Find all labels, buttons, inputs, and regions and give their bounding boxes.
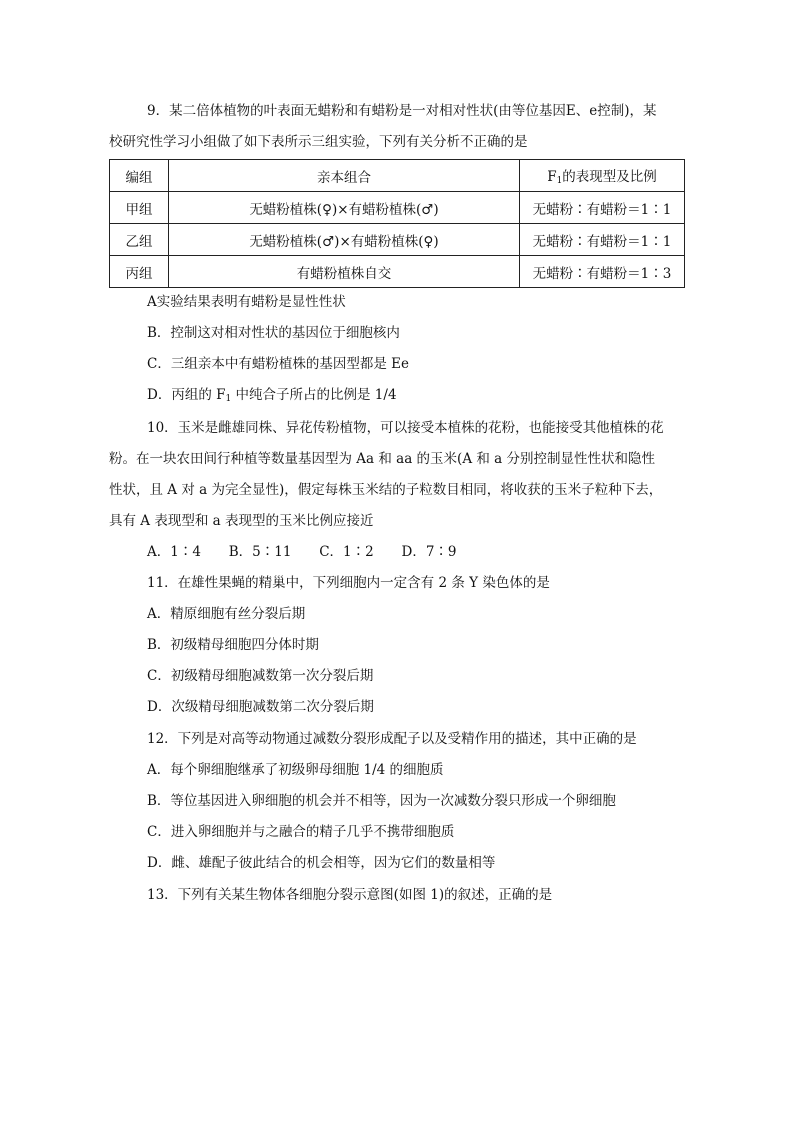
table-cell: 有蜡粉植株自交	[169, 256, 520, 288]
q13-stem: 13．下列有关某生物体各细胞分裂示意图(如图 1)的叙述，正确的是	[147, 887, 553, 903]
q11-stem: 11．在雄性果蝇的精巢中，下列细胞内一定含有 2 条 Y 染色体的是	[147, 575, 550, 591]
q11-option-b: B．初级精母细胞四分体时期	[147, 637, 319, 653]
table-cell: 无蜡粉∶有蜡粉＝1∶1	[520, 224, 685, 256]
q10-stem-line1: 10．玉米是雌雄同株、异花传粉植物，可以接受本植株的花粉，也能接受其他植株的花	[147, 420, 664, 436]
q12-stem: 12．下列是对高等动物通过减数分裂形成配子以及受精作用的描述，其中正确的是	[147, 731, 637, 747]
q9-option-d-sub: 1	[225, 394, 232, 404]
table-cell: 甲组	[110, 192, 169, 224]
table-row	[110, 256, 685, 288]
q9-option-c: C．三组亲本中有蜡粉植株的基因型都是 Ee	[147, 356, 409, 372]
q9-option-a: A实验结果表明有蜡粉是显性性状	[147, 294, 346, 310]
table-header-cell	[520, 160, 685, 192]
header-subscript: 1	[556, 176, 563, 186]
q9-stem-line1: 9．某二倍体植物的叶表面无蜡粉和有蜡粉是一对相对性状(由等位基因E、e控制)，某	[147, 103, 657, 119]
table-row	[110, 224, 685, 256]
q9-option-d	[147, 385, 397, 409]
q12-option-d: D．雌、雄配子彼此结合的机会相等，因为它们的数量相等	[147, 855, 496, 871]
table-cell: 乙组	[110, 224, 169, 256]
table-header-cell: 编组	[110, 160, 169, 192]
table-cell: 无蜡粉植株(♂)×有蜡粉植株(♀)	[169, 224, 520, 256]
table-header-row	[110, 160, 685, 192]
table-cell: 丙组	[110, 256, 169, 288]
q10-options: A．1∶4 B．5∶11 C．1∶2 D．7∶9	[147, 544, 457, 560]
q12-option-b: B．等位基因进入卵细胞的机会并不相等，因为一次减数分裂只形成一个卵细胞	[147, 793, 616, 809]
table-cell: 无蜡粉∶有蜡粉＝1∶3	[520, 256, 685, 288]
header-rest: 的表现型及比例	[562, 169, 657, 185]
q11-option-d: D．次级精母细胞减数第二次分裂后期	[147, 699, 374, 715]
q9-stem-line2: 校研究性学习小组做了如下表所示三组实验，下列有关分析不正确的是	[109, 134, 528, 150]
q9-option-d-pre: D．丙组的 F	[147, 387, 226, 403]
q12-option-c: C．进入卵细胞并与之融合的精子几乎不携带细胞质	[147, 824, 455, 840]
table-cell: 无蜡粉∶有蜡粉＝1∶1	[520, 192, 685, 224]
table-row	[110, 192, 685, 224]
table-cell: 无蜡粉植株(♀)×有蜡粉植株(♂)	[169, 192, 520, 224]
q10-stem-line2: 粉。在一块农田间行种植等数量基因型为 Aa 和 aa 的玉米(A 和 a 分别控制显性性状和隐性	[109, 451, 655, 467]
q12-option-a: A．每个卵细胞继承了初级卵母细胞 1/4 的细胞质	[147, 762, 444, 778]
header-f: F	[547, 169, 557, 185]
q9-option-b: B．控制这对相对性状的基因位于细胞核内	[147, 325, 400, 341]
q10-stem-line3: 性状，且 A 对 a 为完全显性)，假定每株玉米结的子粒数目相同，将收获的玉米子粒种下去，	[109, 482, 663, 498]
q9-results-table	[109, 159, 685, 288]
q10-stem-line4: 具有 A 表现型和 a 表现型的玉米比例应接近	[109, 513, 374, 529]
q11-option-c: C．初级精母细胞减数第一次分裂后期	[147, 668, 374, 684]
q11-option-a: A．精原细胞有丝分裂后期	[147, 606, 306, 622]
q9-option-d-post: 中纯合子所占的比例是 1/4	[231, 387, 397, 403]
table-header-cell: 亲本组合	[169, 160, 520, 192]
